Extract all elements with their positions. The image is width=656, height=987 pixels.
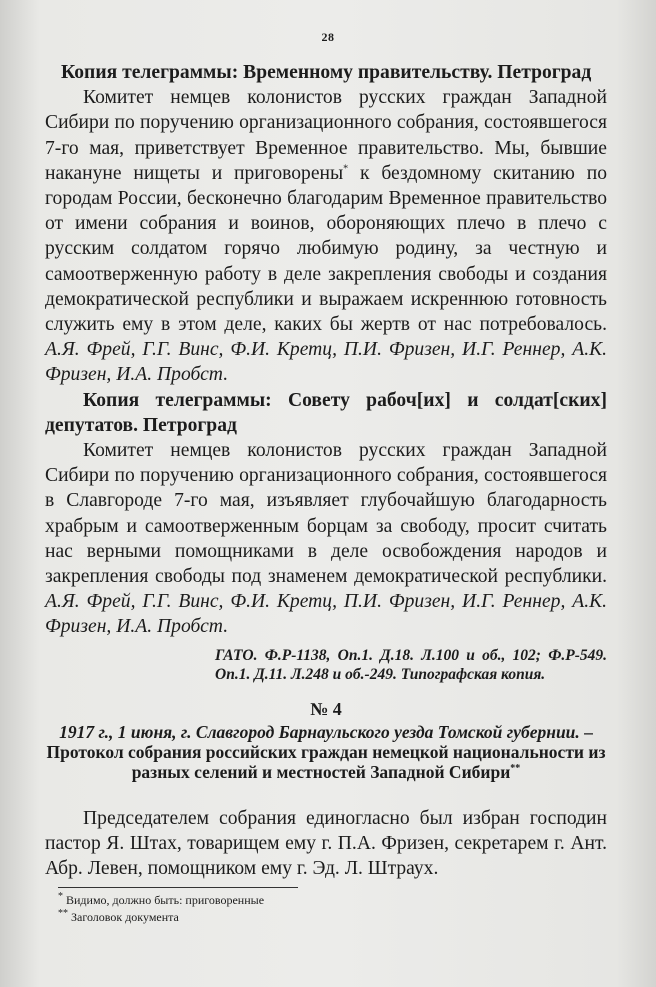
telegram-text-soviet — [45, 438, 607, 640]
page-number: 28 — [321, 30, 335, 44]
document-date-place: 1917 г., 1 июня, г. Славгород Барнаульского уезда Томской губернии. — [59, 721, 580, 742]
protocol-body: Председателем собрания единогласно был избран господин пастор Я. Штах, товарищем ему г. П.А. Фризен, секретарем г. Ант. Абр. Левен, помощником ему г. Эд. Л. Штраух. — [45, 807, 607, 880]
footnote-mark-1: * — [343, 163, 349, 175]
telegram-signatures-2: А.Я. Фрей, Г.Г. Винс, Ф.И. Кретц, П.И. Фризен, И.Г. Реннер, А.К. Фризен, И.А. Пробст. — [45, 591, 607, 638]
footnote-1 — [58, 892, 358, 909]
telegram-body-soviet: Комитет немцев колонистов русских граждан Западной Сибири по поручению организационного собрания, состоявшегося в Славгороде 7-го мая, изъявляет глубочайшую благодарность храбрым и самоотверженным борцам за свободу, просит считать нас верными помощниками в деле освобождения народов и закрепления свободы под знаменем демократической республики. — [45, 440, 607, 588]
footnote-2 — [58, 909, 358, 926]
telegram-body-part2: к бездомному скитанию по городам России, бесконечно благодарим Временное правительство от имени собрания и воинов, обороняющих плечо в плечо с русским солдатом горячо любимую родину, за честную и самоотверженную работу в деле закрепления свободы и создания демократической республики и выражаем искреннюю готовность служить ему в этом деле, каких бы жертв от нас потребовалось. — [45, 162, 607, 336]
telegram-body-part1: Комитет немцев колонистов русских граждан Западной Сибири по поручению организационного собрания, состоявшегося 7-го мая, приветствует Временное правительство. Мы, бывшие накануне нищеты и приговорены — [45, 87, 607, 184]
footnotes — [58, 887, 358, 926]
footnote-divider — [58, 887, 298, 888]
document-number: № 4 — [310, 698, 342, 719]
telegram-heading-provisional-government: Копия телеграммы: Временному правительству. Петроград — [61, 62, 592, 83]
telegram-heading-soviet: Копия телеграммы: Совету рабоч[их] и солдат[ских] депутатов. Петроград — [45, 389, 607, 436]
footnote-1-mark: * — [58, 891, 63, 902]
page-content — [45, 60, 607, 881]
footnote-mark-2: ** — [510, 762, 521, 774]
telegram-signatures-1: А.Я. Фрей, Г.Г. Винс, Ф.И. Кретц, П.И. Фризен, И.Г. Реннер, А.К. Фризен, И.А. Пробст. — [45, 339, 607, 386]
telegram-text-provisional-government — [45, 85, 607, 387]
footnote-1-text: Видимо, должно быть: приговоренные — [63, 893, 265, 907]
footnote-2-mark: ** — [58, 908, 68, 919]
document-title — [45, 722, 607, 782]
footnote-2-text: Заголовок документа — [68, 910, 179, 924]
archive-source-reference: ГАТО. Ф.Р-1138, Оп.1. Д.18. Л.100 и об., 102; Ф.Р-549. Оп.1. Д.11. Л.248 и об.-249. Типографская копия. — [215, 646, 607, 683]
document-title-text: – Протокол собрания российских граждан немецкой национальности из разных селений и местностей Западной Сибири — [46, 721, 606, 782]
